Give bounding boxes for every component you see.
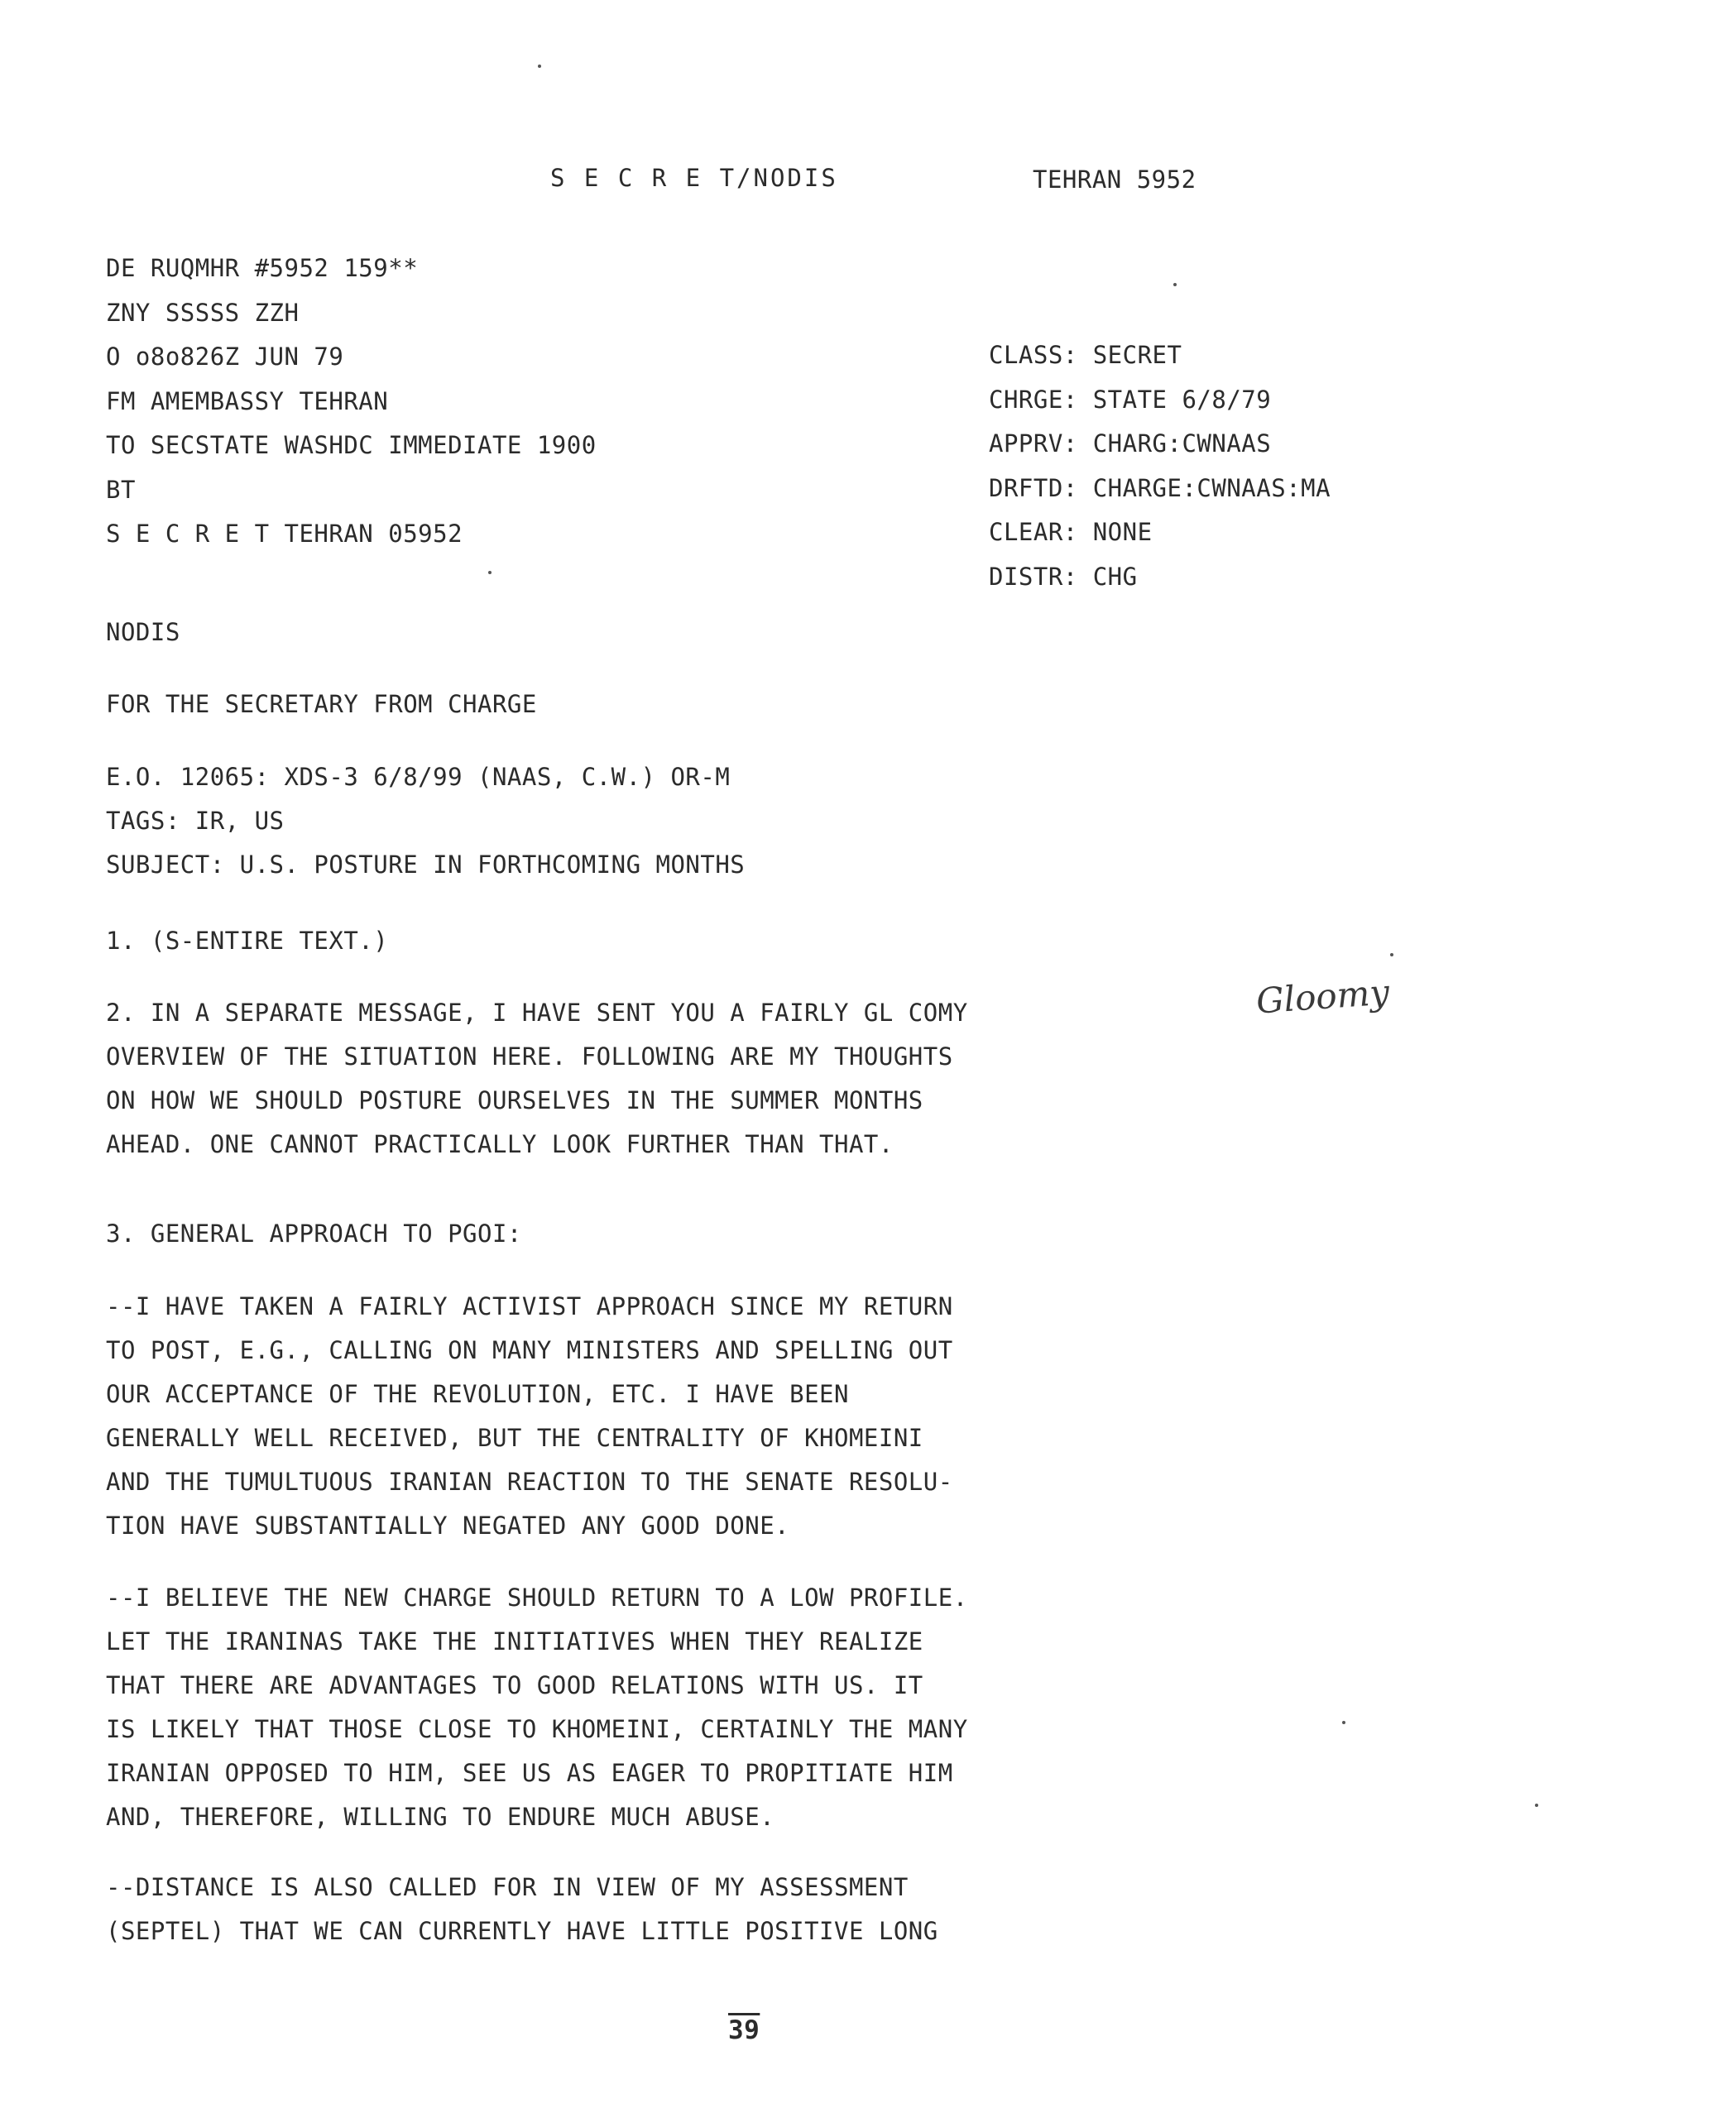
paragraph-line: 1. (S-ENTIRE TEXT.) <box>106 927 389 955</box>
paragraph-3a <box>106 1291 953 1554</box>
addressee: FOR THE SECRETARY FROM CHARGE <box>106 690 537 718</box>
page-number: 39 <box>728 2015 760 2045</box>
caption-block <box>106 616 180 660</box>
scan-speck <box>1342 1721 1345 1724</box>
paragraph-line: AND, THEREFORE, WILLING TO ENDURE MUCH ABUSE. <box>106 1803 775 1831</box>
tags-line: TAGS: IR, US <box>106 807 285 835</box>
meta-class: CLASS: SECRET <box>989 341 1182 369</box>
paragraph-line: --DISTANCE IS ALSO CALLED FOR IN VIEW OF MY ASSESSMENT <box>106 1873 909 1901</box>
paragraph-line: --I HAVE TAKEN A FAIRLY ACTIVIST APPROACH SINCE MY RETURN <box>106 1292 953 1320</box>
caption: NODIS <box>106 618 180 646</box>
paragraph-3b <box>106 1582 968 1845</box>
meta-approved: APPRV: CHARG:CWNAAS <box>989 429 1272 458</box>
routing-block <box>106 252 597 563</box>
meta-charge: CHRGE: STATE 6/8/79 <box>989 385 1272 414</box>
paragraph-line: OVERVIEW OF THE SITUATION HERE. FOLLOWING ARE MY THOUGHTS <box>106 1042 953 1071</box>
paragraph-3-heading <box>106 1218 522 1262</box>
paragraph-1 <box>106 925 388 969</box>
scan-speck <box>1173 283 1177 286</box>
addressee-block <box>106 688 537 732</box>
paragraph-line: THAT THERE ARE ADVANTAGES TO GOOD RELATIONS WITH US. IT <box>106 1671 923 1699</box>
scan-speck <box>488 571 492 574</box>
subject-line: SUBJECT: U.S. POSTURE IN FORTHCOMING MONTHS <box>106 851 746 879</box>
paragraph-line: GENERALLY WELL RECEIVED, BUT THE CENTRALITY OF KHOMEINI <box>106 1424 923 1452</box>
routing-line: S E C R E T TEHRAN 05952 <box>106 520 463 548</box>
meta-drafted: DRFTD: CHARGE:CWNAAS:MA <box>989 473 1331 502</box>
paragraph-line: IRANIAN OPPOSED TO HIM, SEE US AS EAGER TO PROPITIATE HIM <box>106 1759 953 1787</box>
eo-block <box>106 761 745 893</box>
paragraph-line: ON HOW WE SHOULD POSTURE OURSELVES IN THE SUMMER MONTHS <box>106 1086 923 1114</box>
routing-line: O o8o826Z JUN 79 <box>106 343 344 371</box>
routing-line: TO SECSTATE WASHDC IMMEDIATE 1900 <box>106 431 597 459</box>
scan-speck <box>1535 1804 1538 1807</box>
section-heading: 3. GENERAL APPROACH TO PGOI: <box>106 1220 522 1248</box>
paragraph-line: --I BELIEVE THE NEW CHARGE SHOULD RETURN TO A LOW PROFILE. <box>106 1584 968 1612</box>
meta-distribution: DISTR: CHG <box>989 562 1138 591</box>
paragraph-3c <box>106 1871 938 1959</box>
paragraph-2 <box>106 997 968 1172</box>
eo-line: E.O. 12065: XDS-3 6/8/99 (NAAS, C.W.) OR-M <box>106 763 731 791</box>
paragraph-line: IS LIKELY THAT THOSE CLOSE TO KHOMEINI, CERTAINLY THE MANY <box>106 1715 968 1743</box>
paragraph-line: TION HAVE SUBSTANTIALLY NEGATED ANY GOOD DONE. <box>106 1512 790 1540</box>
message-reference: TEHRAN 5952 <box>1033 165 1196 194</box>
paragraph-line: OUR ACCEPTANCE OF THE REVOLUTION, ETC. I HAVE BEEN <box>106 1380 849 1408</box>
routing-line: ZNY SSSSS ZZH <box>106 298 300 327</box>
classification-header: S E C R E T/NODIS <box>550 164 838 192</box>
scan-speck <box>538 65 541 68</box>
routing-line: FM AMEMBASSY TEHRAN <box>106 386 389 415</box>
routing-line: DE RUQMHR #5952 159** <box>106 254 419 282</box>
handwritten-margin-note: Gloomy <box>1254 971 1391 1022</box>
paragraph-line: AHEAD. ONE CANNOT PRACTICALLY LOOK FURTHER THAN THAT. <box>106 1130 894 1158</box>
paragraph-line: TO POST, E.G., CALLING ON MANY MINISTERS AND SPELLING OUT <box>106 1336 953 1364</box>
paragraph-line: AND THE TUMULTUOUS IRANIAN REACTION TO THE SENATE RESOLU- <box>106 1468 953 1496</box>
paragraph-line: (SEPTEL) THAT WE CAN CURRENTLY HAVE LITTLE POSITIVE LONG <box>106 1917 938 1945</box>
paragraph-line: LET THE IRANINAS TAKE THE INITIATIVES WHEN THEY REALIZE <box>106 1627 923 1656</box>
scan-speck <box>1390 953 1393 956</box>
paragraph-line: 2. IN A SEPARATE MESSAGE, I HAVE SENT YOU A FAIRLY GL COMY <box>106 999 968 1027</box>
cable-meta-block <box>989 339 1331 605</box>
meta-clear: CLEAR: NONE <box>989 518 1153 546</box>
routing-line: BT <box>106 475 136 504</box>
